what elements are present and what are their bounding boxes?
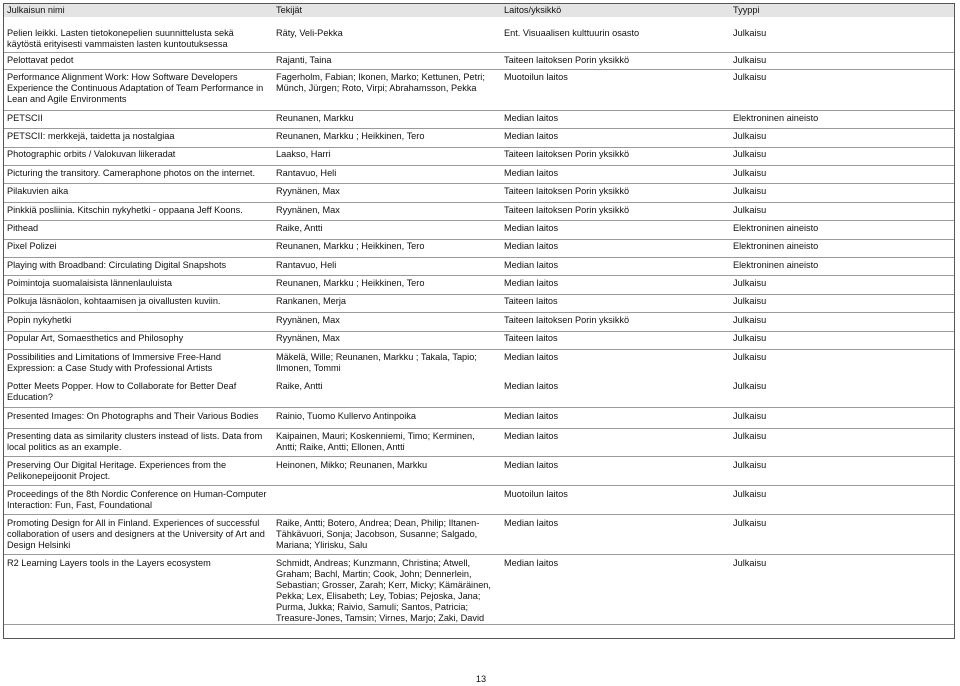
cell-authors: Treasure-Jones, Tamsin; Virnes, Marjo; Zaki, David	[276, 613, 485, 623]
cell-title: Presenting data as similarity clusters instead of lists. Data from	[7, 431, 263, 441]
cell-title: Popin nykyhetki	[7, 315, 72, 325]
cell-type: Julkaisu	[733, 352, 767, 362]
cell-title: Performance Alignment Work: How Software Developers	[7, 72, 238, 82]
row-separator	[4, 294, 954, 295]
cell-unit: Median laitos	[504, 168, 559, 178]
row-separator	[4, 514, 954, 515]
cell-type: Julkaisu	[733, 296, 767, 306]
cell-authors: Schmidt, Andreas; Kunzmann, Christina; Atwell,	[276, 558, 471, 568]
row-separator	[4, 257, 954, 258]
cell-unit: Median laitos	[504, 278, 559, 288]
cell-title: Experience the Continuous Adaptation of Team Performance in	[7, 83, 264, 93]
row-separator	[4, 312, 954, 313]
cell-authors: Heinonen, Mikko; Reunanen, Markku	[276, 460, 428, 470]
cell-authors: Antti; Raike, Antti; Ellonen, Antti	[276, 442, 405, 452]
row-separator	[4, 349, 954, 350]
cell-title: R2 Learning Layers tools in the Layers ecosystem	[7, 558, 211, 568]
cell-type: Julkaisu	[733, 489, 767, 499]
cell-type: Julkaisu	[733, 131, 767, 141]
cell-type: Julkaisu	[733, 168, 767, 178]
cell-title: Education?	[7, 392, 53, 402]
cell-authors: Münch, Jürgen; Roto, Virpi; Abrahamsson, Pekka	[276, 83, 477, 93]
cell-unit: Taiteen laitoksen Porin yksikkö	[504, 205, 630, 215]
cell-authors: Rajanti, Taina	[276, 55, 332, 65]
row-separator	[4, 456, 954, 457]
table-frame	[3, 3, 955, 639]
table-header	[4, 4, 954, 17]
cell-authors: Ryynänen, Max	[276, 186, 340, 196]
cell-title: Design Helsinki	[7, 540, 71, 550]
row-separator	[4, 110, 954, 111]
cell-type: Julkaisu	[733, 186, 767, 196]
cell-unit: Median laitos	[504, 260, 559, 270]
cell-title: PETSCII: merkkejä, taidetta ja nostalgiaa	[7, 131, 175, 141]
cell-type: Julkaisu	[733, 72, 767, 82]
row-separator	[4, 69, 954, 70]
row-separator	[4, 331, 954, 332]
cell-authors: Mäkelä, Wille; Reunanen, Markku ; Takala, Tapio;	[276, 352, 477, 362]
row-separator	[4, 202, 954, 203]
row-separator	[4, 220, 954, 221]
cell-authors: Raike, Antti	[276, 223, 323, 233]
row-separator	[4, 239, 954, 240]
row-separator	[4, 275, 954, 276]
cell-title: Polkuja läsnäolon, kohtaamisen ja oivallusten kuviin.	[7, 296, 221, 306]
cell-title: Expression: a Case Study with Professional Artists	[7, 363, 213, 373]
header-type: Tyyppi	[733, 5, 760, 15]
cell-unit: Muotoilun laitos	[504, 489, 568, 499]
cell-title: Pelottavat pedot	[7, 55, 74, 65]
cell-authors: Pekka; Lex, Elisabeth; Ley, Tobias; Pejoska, Jana;	[276, 591, 481, 601]
cell-unit: Ent. Visuaalisen kulttuurin osasto	[504, 28, 640, 38]
cell-title: Pelien leikki. Lasten tietokonepelien suunnittelusta sekä	[7, 28, 234, 38]
cell-authors: Mariana; Ylirisku, Salu	[276, 540, 368, 550]
cell-unit: Median laitos	[504, 241, 559, 251]
cell-unit: Median laitos	[504, 460, 559, 470]
cell-unit: Median laitos	[504, 113, 559, 123]
cell-type: Julkaisu	[733, 333, 767, 343]
cell-title: Pilakuvien aika	[7, 186, 69, 196]
cell-authors: Ilmonen, Tommi	[276, 363, 341, 373]
row-separator	[4, 52, 954, 53]
cell-unit: Median laitos	[504, 518, 559, 528]
cell-type: Julkaisu	[733, 278, 767, 288]
cell-type: Julkaisu	[733, 205, 767, 215]
cell-type: Elektroninen aineisto	[733, 260, 819, 270]
cell-type: Julkaisu	[733, 315, 767, 325]
row-separator	[4, 554, 954, 555]
cell-type: Elektroninen aineisto	[733, 241, 819, 251]
cell-unit: Median laitos	[504, 352, 559, 362]
cell-title: Pixel Polizei	[7, 241, 57, 251]
cell-authors: Graham; Bachl, Martin; Cook, John; Dennerlein,	[276, 569, 472, 579]
cell-authors: Ryynänen, Max	[276, 315, 340, 325]
cell-title: Poimintoja suomalaisista lännenlauluista	[7, 278, 172, 288]
cell-unit: Median laitos	[504, 431, 559, 441]
cell-type: Julkaisu	[733, 558, 767, 568]
cell-unit: Muotoilun laitos	[504, 72, 568, 82]
cell-authors: Rantavuo, Heli	[276, 168, 337, 178]
header-unit: Laitos/yksikkö	[504, 5, 562, 15]
cell-authors: Reunanen, Markku	[276, 113, 354, 123]
cell-authors: Rainio, Tuomo Kullervo Antinpoika	[276, 411, 416, 421]
cell-authors: Ryynänen, Max	[276, 333, 340, 343]
cell-authors: Ryynänen, Max	[276, 205, 340, 215]
cell-type: Julkaisu	[733, 431, 767, 441]
cell-type: Julkaisu	[733, 55, 767, 65]
cell-unit: Taiteen laitoksen Porin yksikkö	[504, 186, 630, 196]
cell-title: käytöstä erityisesti vammaisten lasten kuntoutuksessa	[7, 39, 228, 49]
cell-unit: Taiteen laitoksen Porin yksikkö	[504, 55, 630, 65]
cell-authors: Fagerholm, Fabian; Ikonen, Marko; Kettunen, Petri;	[276, 72, 485, 82]
cell-title: Presented Images: On Photographs and Their Various Bodies	[7, 411, 259, 421]
row-separator	[4, 183, 954, 184]
cell-title: Pinkkiä posliinia. Kitschin nykyhetki - oppaana Jeff Koons.	[7, 205, 243, 215]
cell-type: Julkaisu	[733, 381, 767, 391]
cell-title: Photographic orbits / Valokuvan liikeradat	[7, 149, 176, 159]
cell-authors: Reunanen, Markku ; Heikkinen, Tero	[276, 278, 425, 288]
cell-type: Julkaisu	[733, 460, 767, 470]
cell-authors: Rantavuo, Heli	[276, 260, 337, 270]
row-separator	[4, 165, 954, 166]
row-separator	[4, 147, 954, 148]
cell-title: Lean and Agile Environments	[7, 94, 127, 104]
row-separator	[4, 128, 954, 129]
cell-title: Picturing the transitory. Cameraphone photos on the internet.	[7, 168, 256, 178]
cell-title: Pelikonepeijoonit Project.	[7, 471, 111, 481]
cell-unit: Taiteen laitoksen Porin yksikkö	[504, 315, 630, 325]
cell-authors: Reunanen, Markku ; Heikkinen, Tero	[276, 131, 425, 141]
cell-title: PETSCII	[7, 113, 43, 123]
cell-unit: Median laitos	[504, 223, 559, 233]
cell-authors: Rankanen, Merja	[276, 296, 346, 306]
cell-type: Julkaisu	[733, 28, 767, 38]
cell-authors: Tähkävuori, Sonja; Jacobson, Susanne; Salgado,	[276, 529, 478, 539]
cell-type: Julkaisu	[733, 149, 767, 159]
cell-authors: Raike, Antti; Botero, Andrea; Dean, Philip; Iltanen-	[276, 518, 480, 528]
page-number: 13	[475, 674, 487, 684]
cell-type: Elektroninen aineisto	[733, 113, 819, 123]
cell-unit: Taiteen laitos	[504, 333, 558, 343]
cell-unit: Median laitos	[504, 131, 559, 141]
header-authors: Tekijät	[276, 5, 303, 15]
cell-title: Popular Art, Somaesthetics and Philosophy	[7, 333, 184, 343]
cell-title: Playing with Broadband: Circulating Digital Snapshots	[7, 260, 227, 270]
cell-unit: Median laitos	[504, 558, 559, 568]
cell-title: collaboration of users and designers at the University of Art and	[7, 529, 265, 539]
cell-authors: Laakso, Harri	[276, 149, 331, 159]
cell-authors: Reunanen, Markku ; Heikkinen, Tero	[276, 241, 425, 251]
cell-authors: Purma, Jukka; Raivio, Samuli; Santos, Patricia;	[276, 602, 468, 612]
cell-authors: Raike, Antti	[276, 381, 323, 391]
cell-title: Promoting Design for All in Finland. Experiences of successful	[7, 518, 260, 528]
cell-authors: Räty, Veli-Pekka	[276, 28, 343, 38]
cell-unit: Median laitos	[504, 411, 559, 421]
cell-title: Pithead	[7, 223, 39, 233]
cell-title: local politics as an example.	[7, 442, 122, 452]
cell-title: Potter Meets Popper. How to Collaborate for Better Deaf	[7, 381, 237, 391]
cell-title: Preserving Our Digital Heritage. Experiences from the	[7, 460, 227, 470]
cell-authors: Sebastian; Grosser, Zarah; Kerr, Micky; Kämäräinen,	[276, 580, 491, 590]
row-separator	[4, 428, 954, 429]
cell-unit: Taiteen laitos	[504, 296, 558, 306]
header-title: Julkaisun nimi	[7, 5, 65, 15]
cell-type: Julkaisu	[733, 411, 767, 421]
cell-type: Julkaisu	[733, 518, 767, 528]
row-separator	[4, 624, 954, 625]
cell-title: Proceedings of the 8th Nordic Conference on Human-Computer	[7, 489, 267, 499]
row-separator	[4, 485, 954, 486]
row-separator	[4, 407, 954, 408]
cell-unit: Median laitos	[504, 381, 559, 391]
cell-authors: Kaipainen, Mauri; Koskenniemi, Timo; Kerminen,	[276, 431, 475, 441]
cell-title: Possibilities and Limitations of Immersive Free-Hand	[7, 352, 221, 362]
cell-unit: Taiteen laitoksen Porin yksikkö	[504, 149, 630, 159]
cell-type: Elektroninen aineisto	[733, 223, 819, 233]
cell-title: Interaction: Fun, Fast, Foundational	[7, 500, 153, 510]
